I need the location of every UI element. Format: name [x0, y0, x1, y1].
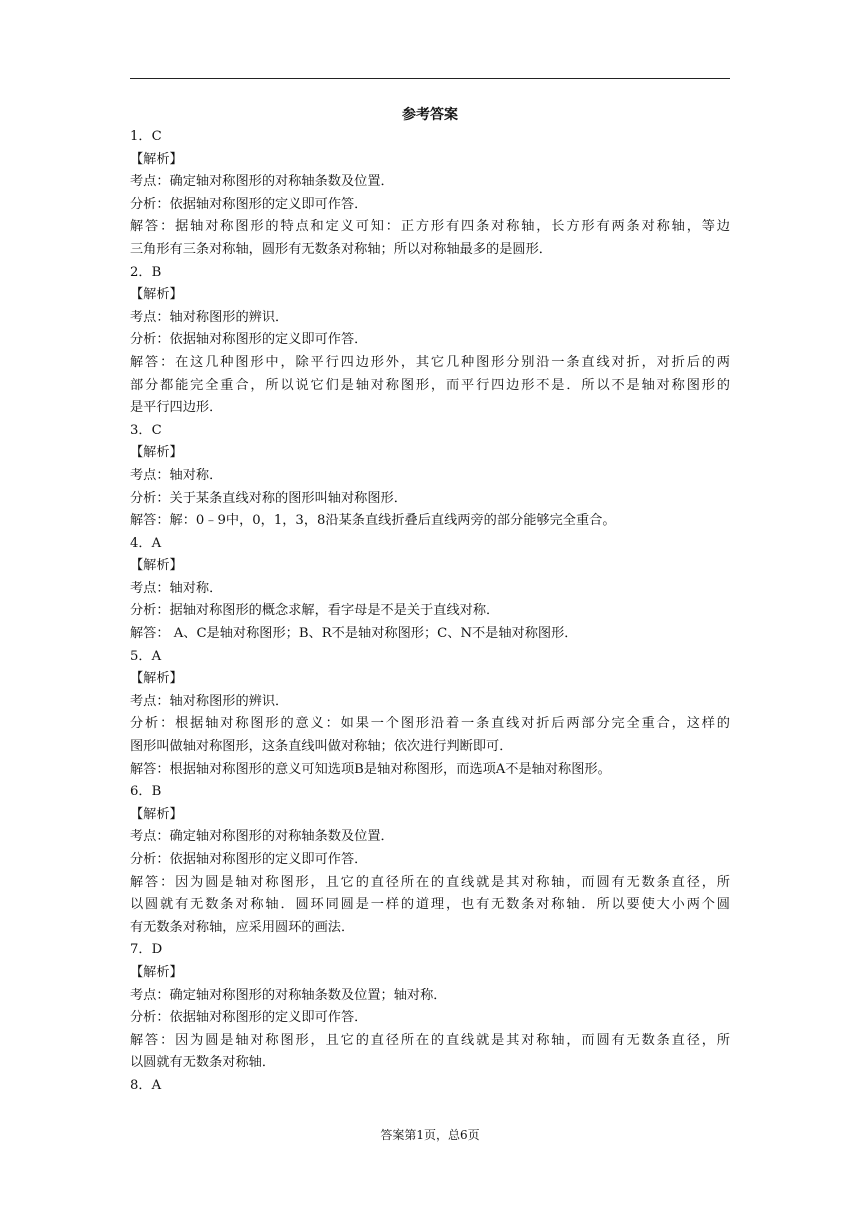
text-line: 解答：在这几种图形中，除平行四边形外，其它几种图形分别沿一条直线对折，对折后的两 [130, 354, 730, 370]
text-line: 分析：依据轴对称图形的定义即可作答． [130, 196, 368, 212]
text-line: 三角形有三条对称轴，圆形有无数条对称轴；所以对称轴最多的是圆形． [130, 241, 552, 257]
text-line: 【解析】 [130, 806, 183, 822]
text-line: 8．A [130, 1077, 162, 1093]
text-line: 考点：确定轴对称图形的对称轴条数及位置；轴对称． [130, 987, 447, 1003]
text-line: 【解析】 [130, 558, 183, 574]
text-line: 以圆就有无数条对称轴．圆环同圆是一样的道理，也有无数条对称轴．所以要使大小两个圆 [130, 897, 730, 913]
text-line: 有无数条对称轴，应采用圆环的画法． [130, 919, 355, 935]
text-line: 分析：据轴对称图形的概念求解，看字母是不是关于直线对称． [130, 603, 500, 619]
text-line: 4．A [130, 535, 162, 551]
text-line: 【解析】 [130, 287, 183, 303]
header-rule [130, 78, 730, 79]
text-line: 【解析】 [130, 445, 183, 461]
text-line: 考点：确定轴对称图形的对称轴条数及位置． [130, 829, 394, 845]
text-line: 以圆就有无数条对称轴． [130, 1055, 276, 1071]
text-line: 解答：根据轴对称图形的意义可知选项B是轴对称图形，而选项A不是轴对称图形。 [130, 761, 611, 777]
text-line: 分析：依据轴对称图形的定义即可作答． [130, 332, 368, 348]
page-title: 参考答案 [402, 107, 458, 123]
text-line: 是平行四边形． [130, 400, 223, 416]
text-line: 解答：因为圆是轴对称图形，且它的直径所在的直线就是其对称轴，而圆有无数条直径，所 [130, 874, 730, 890]
text-line: 【解析】 [130, 151, 183, 167]
text-line: 解答：因为圆是轴对称图形，且它的直径所在的直线就是其对称轴，而圆有无数条直径，所 [130, 1032, 730, 1048]
text-line: 【解析】 [130, 964, 183, 980]
text-line: 【解析】 [130, 671, 183, 687]
text-line: 考点：轴对称． [130, 580, 223, 596]
text-line: 分析：根据轴对称图形的意义：如果一个图形沿着一条直线对折后两部分完全重合，这样的 [130, 716, 730, 732]
text-line: 解答： A、C是轴对称图形；B、R不是轴对称图形；C、N不是轴对称图形． [130, 626, 578, 642]
text-line: 1．C [130, 129, 162, 144]
text-line: 7．D [130, 942, 163, 958]
text-line: 3．C [130, 422, 162, 438]
answer-content [130, 126, 730, 1098]
text-line: 解答：据轴对称图形的特点和定义可知：正方形有四条对称轴，长方形有两条对称轴，等边 [130, 219, 730, 235]
page-footer: 答案第1页，总6页 [380, 1128, 480, 1142]
text-line: 图形叫做轴对称图形，这条直线叫做对称轴；依次进行判断即可． [130, 739, 513, 755]
text-line: 6．B [130, 784, 162, 800]
text-line: 分析：依据轴对称图形的定义即可作答． [130, 852, 368, 867]
text-line: 考点：确定轴对称图形的对称轴条数及位置． [130, 174, 394, 190]
text-line: 部分都能完全重合，所以说它们是轴对称图形，而平行四边形不是．所以不是轴对称图形的 [130, 377, 730, 393]
text-line: 解答：解：0﹣9中，0，1，3，8沿某条直线折叠后直线两旁的部分能够完全重合。 [130, 513, 616, 529]
text-line: 考点：轴对称图形的辨识． [130, 693, 289, 709]
text-line: 2．B [130, 264, 162, 280]
text-line: 分析：依据轴对称图形的定义即可作答． [130, 1010, 368, 1026]
text-line: 分析：关于某条直线对称的图形叫轴对称图形． [130, 490, 407, 506]
text-line: 考点：轴对称图形的辨识． [130, 309, 289, 325]
text-line: 考点：轴对称． [130, 467, 223, 483]
text-line: 5．A [130, 648, 162, 664]
